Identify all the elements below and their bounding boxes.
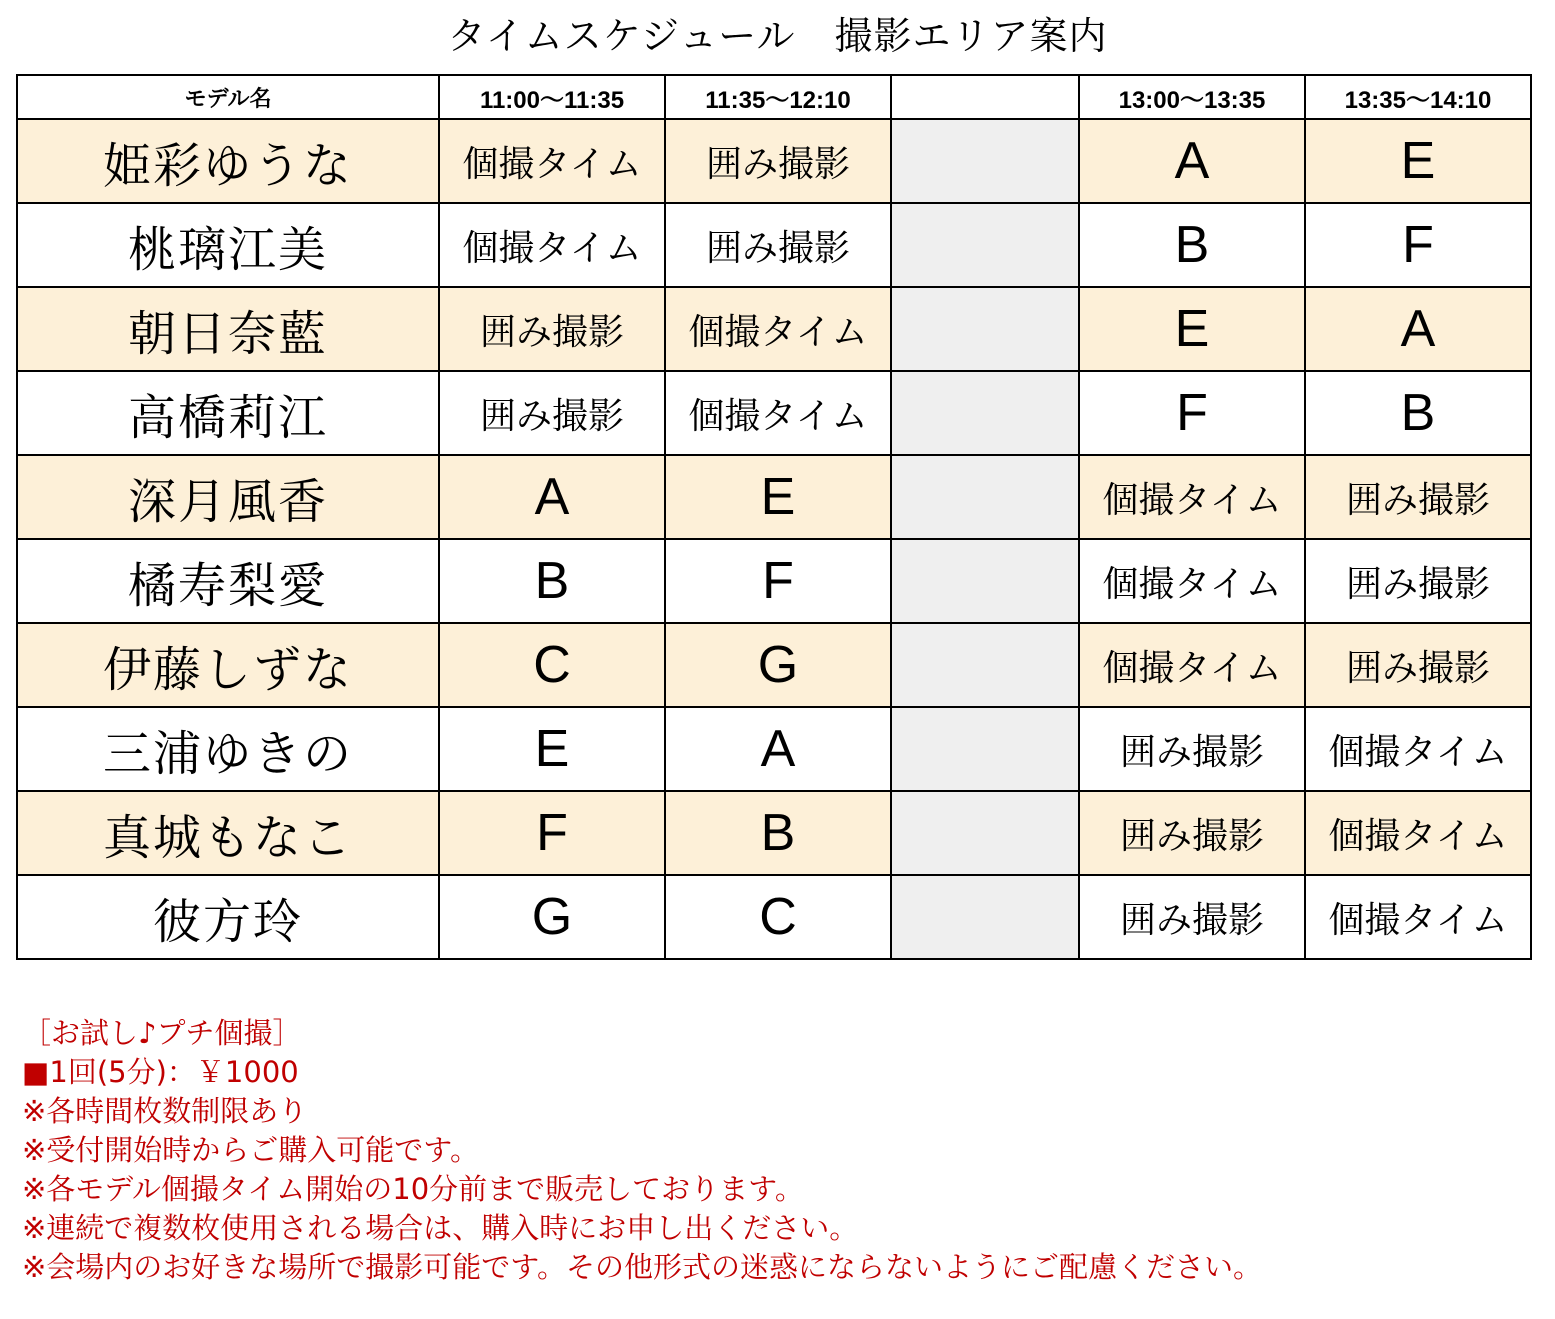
table-row — [17, 539, 1531, 623]
notes-line: ※連続で複数枚使用される場合は、購入時にお申し出ください。 — [22, 1211, 859, 1245]
header-slot-1100: 11:00〜11:35 — [439, 75, 665, 119]
model-name: 三浦ゆきの — [17, 707, 439, 791]
break-cell — [891, 707, 1079, 791]
slot-1300-cell: 囲み撮影 — [1079, 707, 1305, 791]
slot-1135-cell: G — [665, 623, 891, 707]
notes — [22, 1014, 1532, 1287]
slot-1300-cell: 囲み撮影 — [1079, 791, 1305, 875]
table-row — [17, 119, 1531, 203]
break-cell — [891, 287, 1079, 371]
header-model-name: モデル名 — [17, 75, 439, 119]
slot-1100-cell: G — [439, 875, 665, 959]
slot-1100-cell: E — [439, 707, 665, 791]
notes-line: ※会場内のお好きな場所で撮影可能です。その他形式の迷惑にならないようにご配慮ください。 — [22, 1250, 1262, 1284]
slot-1300-cell: B — [1079, 203, 1305, 287]
slot-1335-cell: B — [1305, 371, 1531, 455]
model-name: 真城もなこ — [17, 791, 439, 875]
slot-1100-cell: B — [439, 539, 665, 623]
slot-1100-cell: 囲み撮影 — [439, 371, 665, 455]
notes-heading: ［お試し♪プチ個撮］ — [22, 1016, 302, 1050]
break-cell — [891, 371, 1079, 455]
slot-1135-cell: F — [665, 539, 891, 623]
table-row — [17, 455, 1531, 539]
break-cell — [891, 539, 1079, 623]
notes-price: ■1回(5分)：￥1000 — [22, 1055, 299, 1089]
header-slot-1300: 13:00〜13:35 — [1079, 75, 1305, 119]
model-name: 桃璃江美 — [17, 203, 439, 287]
slot-1335-cell: 囲み撮影 — [1305, 623, 1531, 707]
schedule-body — [17, 119, 1531, 959]
slot-1300-cell: 個撮タイム — [1079, 539, 1305, 623]
slot-1335-cell: 個撮タイム — [1305, 791, 1531, 875]
slot-1135-cell: 囲み撮影 — [665, 119, 891, 203]
slot-1335-cell: 囲み撮影 — [1305, 539, 1531, 623]
model-name: 朝日奈藍 — [17, 287, 439, 371]
table-row — [17, 623, 1531, 707]
slot-1335-cell: E — [1305, 119, 1531, 203]
slot-1135-cell: A — [665, 707, 891, 791]
break-cell — [891, 875, 1079, 959]
notes-line: ※各時間枚数制限あり — [22, 1094, 308, 1128]
slot-1135-cell: 個撮タイム — [665, 371, 891, 455]
slot-1300-cell: 個撮タイム — [1079, 623, 1305, 707]
break-cell — [891, 203, 1079, 287]
model-name: 深月風香 — [17, 455, 439, 539]
break-cell — [891, 623, 1079, 707]
slot-1100-cell: 個撮タイム — [439, 119, 665, 203]
slot-1100-cell: F — [439, 791, 665, 875]
slot-1300-cell: E — [1079, 287, 1305, 371]
slot-1300-cell: 囲み撮影 — [1079, 875, 1305, 959]
slot-1100-cell: 囲み撮影 — [439, 287, 665, 371]
slot-1335-cell: 個撮タイム — [1305, 707, 1531, 791]
slot-1335-cell: F — [1305, 203, 1531, 287]
slot-1135-cell: 囲み撮影 — [665, 203, 891, 287]
table-row — [17, 791, 1531, 875]
table-row — [17, 707, 1531, 791]
table-row — [17, 203, 1531, 287]
model-name: 彼方玲 — [17, 875, 439, 959]
slot-1135-cell: B — [665, 791, 891, 875]
model-name: 高橋莉江 — [17, 371, 439, 455]
header-break — [891, 75, 1079, 119]
header-slot-1135: 11:35〜12:10 — [665, 75, 891, 119]
slot-1100-cell: 個撮タイム — [439, 203, 665, 287]
slot-1300-cell: 個撮タイム — [1079, 455, 1305, 539]
model-name: 姫彩ゆうな — [17, 119, 439, 203]
notes-line: ※受付開始時からご購入可能です。 — [22, 1133, 479, 1167]
slot-1300-cell: F — [1079, 371, 1305, 455]
slot-1135-cell: 個撮タイム — [665, 287, 891, 371]
slot-1100-cell: C — [439, 623, 665, 707]
break-cell — [891, 455, 1079, 539]
slot-1300-cell: A — [1079, 119, 1305, 203]
header-slot-1335: 13:35〜14:10 — [1305, 75, 1531, 119]
slot-1335-cell: 囲み撮影 — [1305, 455, 1531, 539]
break-cell — [891, 791, 1079, 875]
header-row — [17, 75, 1531, 119]
notes-line: ※各モデル個撮タイム開始の10分前まで販売しております。 — [22, 1172, 804, 1206]
slot-1135-cell: E — [665, 455, 891, 539]
table-row — [17, 875, 1531, 959]
break-cell — [891, 119, 1079, 203]
table-row — [17, 287, 1531, 371]
model-name: 橘寿梨愛 — [17, 539, 439, 623]
table-row — [17, 371, 1531, 455]
model-name: 伊藤しずな — [17, 623, 439, 707]
page-title: タイムスケジュール 撮影エリア案内 — [447, 14, 1108, 58]
slot-1135-cell: C — [665, 875, 891, 959]
schedule-table — [16, 74, 1532, 960]
slot-1335-cell: 個撮タイム — [1305, 875, 1531, 959]
slot-1100-cell: A — [439, 455, 665, 539]
slot-1335-cell: A — [1305, 287, 1531, 371]
